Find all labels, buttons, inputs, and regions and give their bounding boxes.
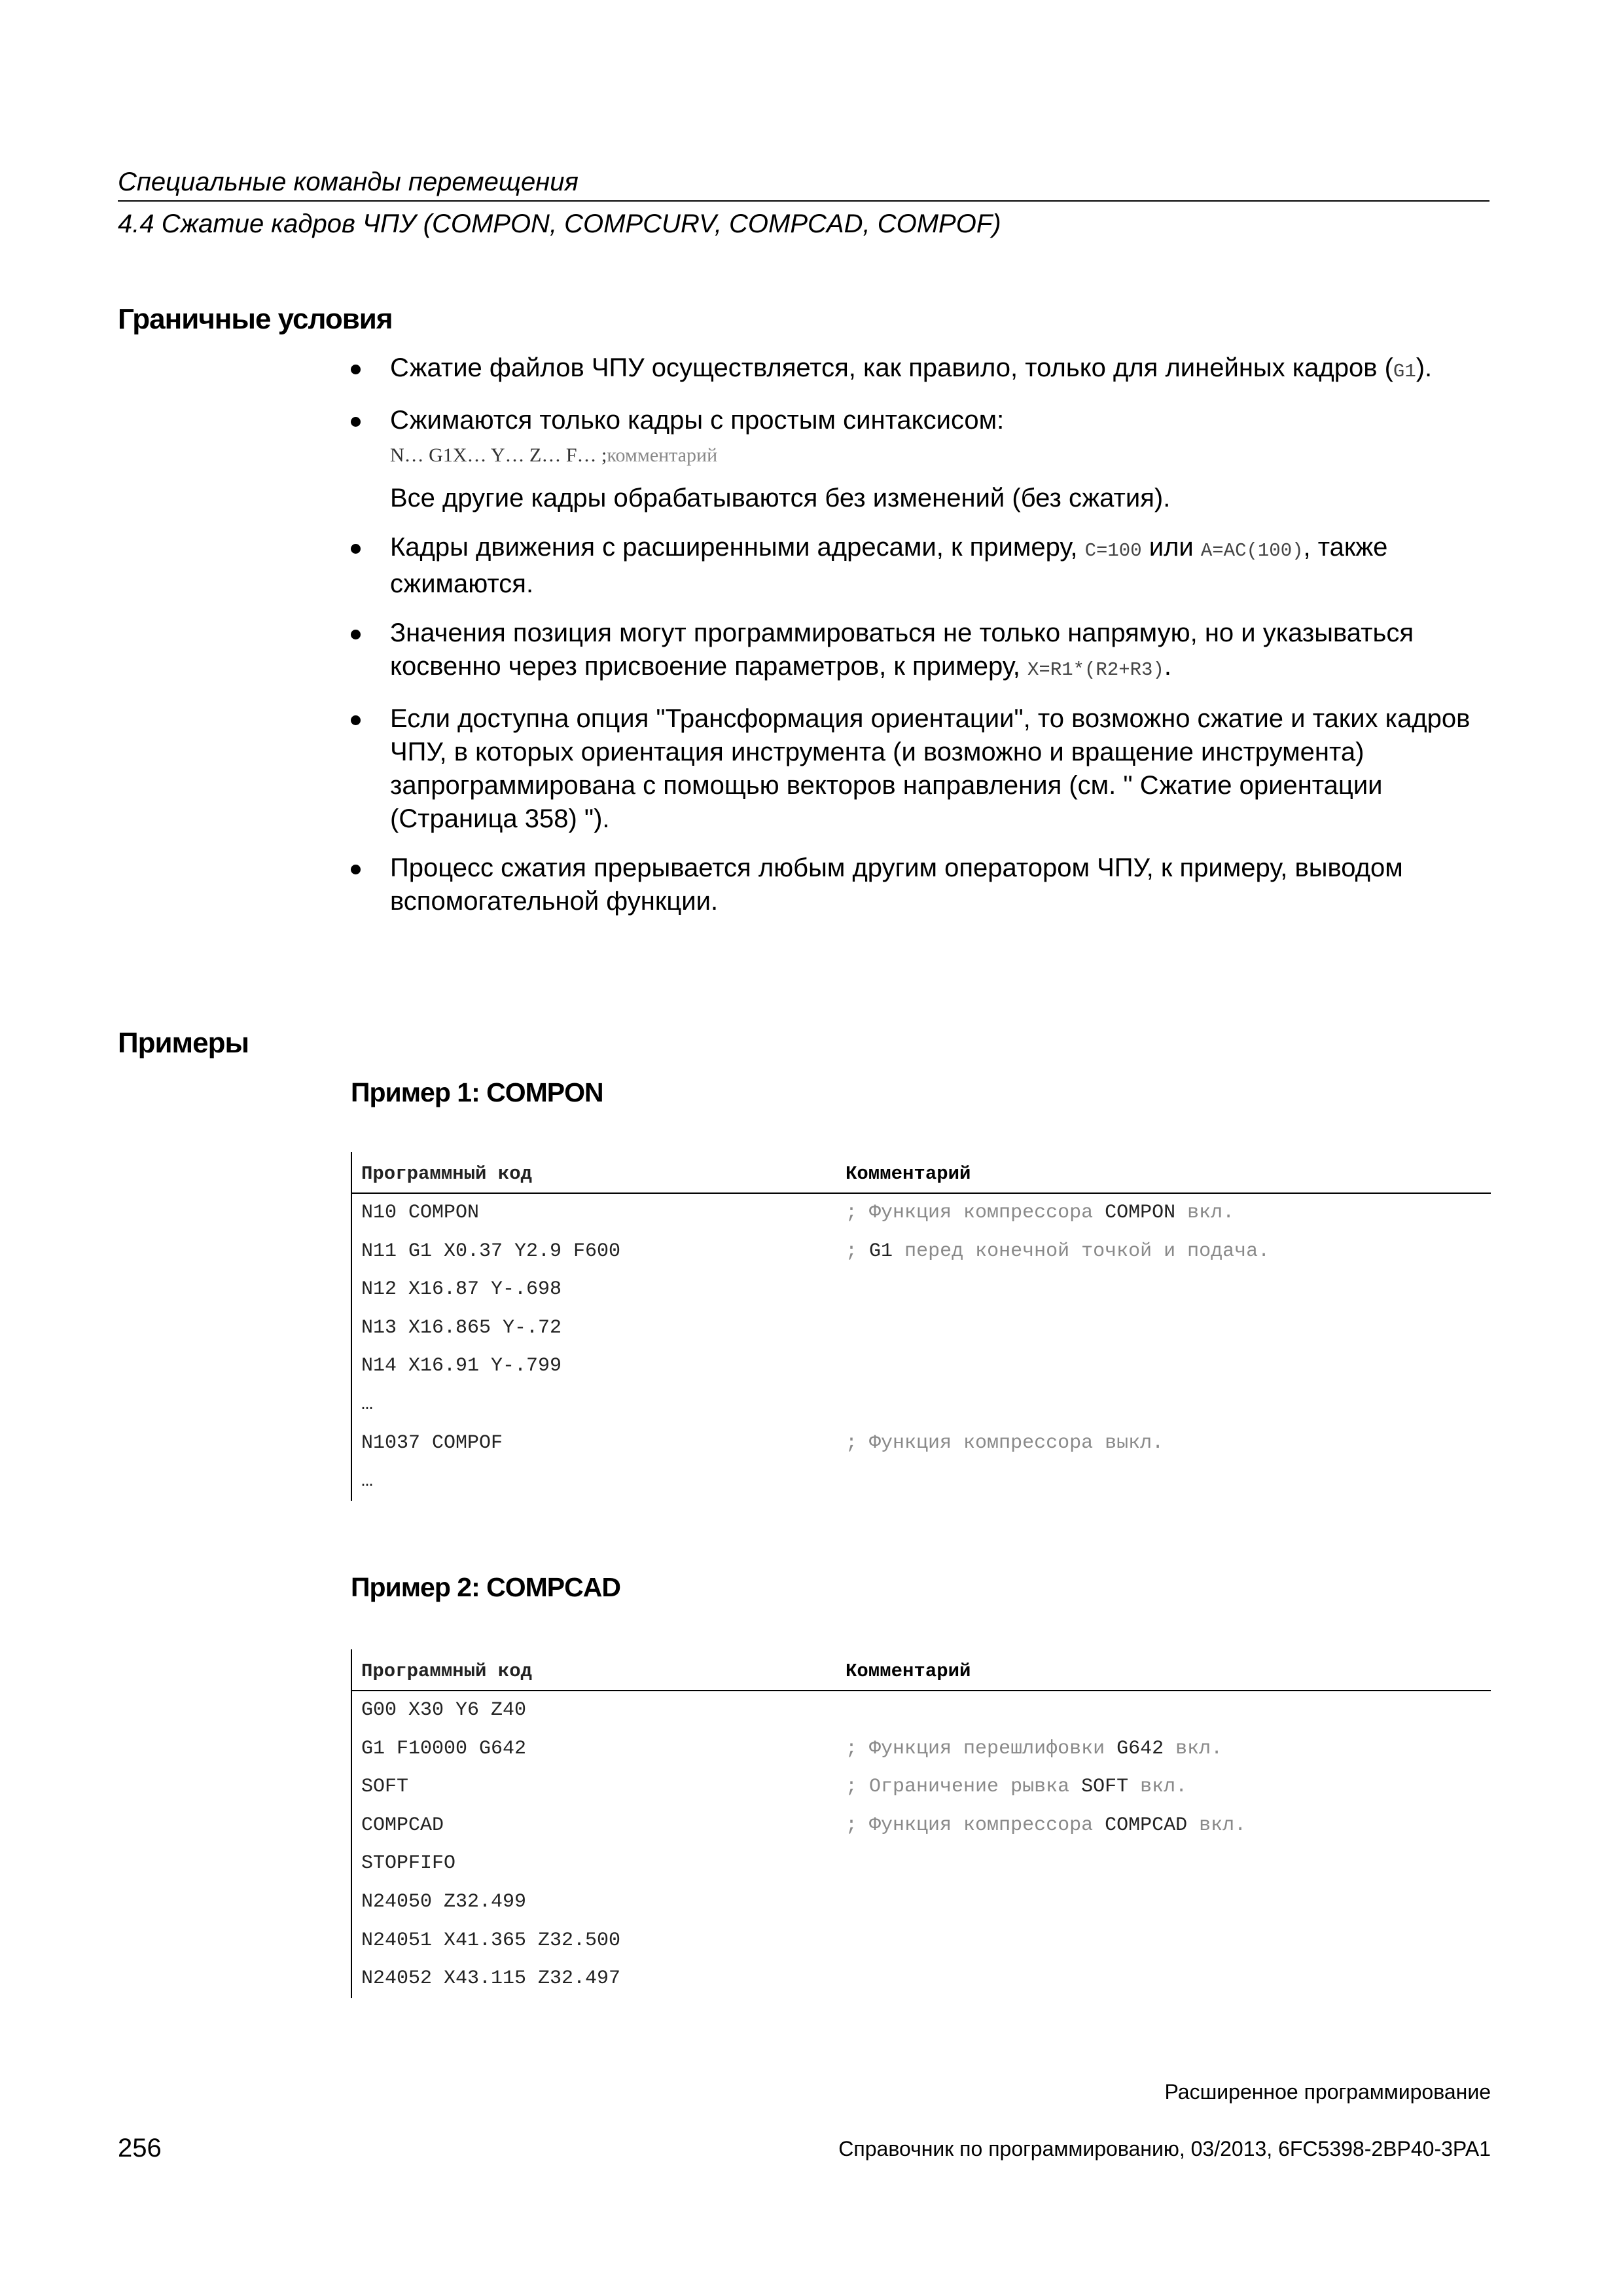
comment-text: ; [846,1814,858,1837]
code-cell: G1 F10000 G642 [361,1737,527,1760]
list-item [351,852,1489,918]
code-cell: SOFT [361,1776,409,1799]
code-cell: STOPFIFO [361,1852,456,1875]
table-row [352,1768,1491,1806]
comment-text: вкл. [1175,1737,1223,1760]
bullet-text: , также сжимаются. [390,533,1388,598]
table-row [352,1347,1491,1386]
comment-text: Ограничение рывка [869,1776,1070,1799]
table-row [352,1270,1491,1309]
column-header-comment: Комментарий [846,1660,971,1682]
table-row [352,1883,1491,1922]
bullet-icon [351,865,361,874]
code-cell: COMPCAD [361,1814,444,1837]
code-cell: N24051 X41.365 Z32.500 [361,1929,621,1952]
comment-text: Функция компрессора выкл. [869,1431,1164,1454]
bullet-text: Значения позиция могут программироваться не только напрямую, но и указываться косвенно через присвоение параметров, к примеру, [390,619,1414,681]
table-row [352,1424,1491,1463]
table-row [352,1922,1491,1960]
table-row [352,1730,1491,1768]
syntax-note: Все другие кадры обрабатываются без изменений (без сжатия). [390,484,1171,512]
inline-code: G1 [1393,361,1416,382]
bullet-text: Кадры движения с расширенными адресами, к примеру, [390,533,1085,562]
code-cell: N11 G1 X0.37 Y2.9 F600 [361,1240,621,1263]
comment-text: ; [846,1737,858,1760]
column-header-code: Программный код [361,1163,533,1185]
code-cell: N24050 Z32.499 [361,1890,527,1913]
comment-text: ; [846,1776,858,1799]
comment-text: ; [846,1240,858,1263]
code-cell: … [361,1470,374,1493]
comment-cell [846,1768,1187,1806]
comment-keyword: G1 [869,1240,893,1263]
code-cell: N13 X16.865 Y-.72 [361,1316,562,1339]
syntax-comment: комментарий [607,444,718,466]
table-row [352,1232,1491,1271]
bullet-icon [351,630,361,639]
comment-text: вкл. [1140,1776,1188,1799]
examples-heading: Примеры [118,1027,249,1059]
inline-code: A=AC(100) [1200,540,1304,562]
code-cell: … [361,1393,374,1416]
list-item [351,404,1489,437]
comment-keyword: COMPON [1105,1202,1176,1224]
list-item [351,531,1489,601]
code-cell: N24052 X43.115 Z32.497 [361,1967,621,1990]
code-cell: N12 X16.87 Y-.698 [361,1278,562,1301]
bullet-text: или [1141,533,1201,562]
bullet-text: Процесс сжатия прерывается любым другим оператором ЧПУ, к примеру, выводом вспомогательной функции. [390,853,1403,916]
column-header-code: Программный код [361,1660,533,1682]
table-row [352,1691,1491,1730]
comment-cell [846,1194,1234,1232]
table-row [352,1844,1491,1883]
inline-code: X=R1*(R2+R3) [1027,659,1164,681]
bullet-text: ). [1416,353,1433,382]
example1-code-table [351,1152,1491,1501]
comment-text: вкл. [1199,1814,1247,1837]
bullet-text: Если доступна опция "Трансформация ориентации", то возможно сжатие и таких кадров ЧПУ, в которых ориентация инструмента (и возможно и вращение инструмента) запрограммирована с помощью векторов направления (см. " Сжатие ориентации (Страница 358) "). [390,704,1471,833]
footer-book-title: Расширенное программирование [1164,2080,1491,2104]
bullet-text: Сжимаются только кадры с простым синтаксисом: [390,406,1005,435]
boundary-list [351,351,1489,934]
comment-text: перед конечной точкой и подача. [904,1240,1270,1263]
comment-cell [846,1730,1222,1768]
chapter-title: Специальные команды перемещения [118,168,579,196]
list-item [351,702,1489,836]
comment-keyword: COMPCAD [1105,1814,1188,1837]
code-cell: N10 COMPON [361,1202,480,1224]
table-row [352,1386,1491,1424]
boundary-heading: Граничные условия [118,303,393,335]
comment-keyword: G642 [1116,1737,1164,1760]
footer-book-reference: Справочник по программированию, 03/2013, 6FC5398-2BP40-3PA1 [838,2137,1491,2161]
comment-text: Функция компрессора [869,1814,1094,1837]
comment-text: Функция перешлифовки [869,1737,1105,1760]
comment-cell [846,1424,1164,1463]
comment-text: ; [846,1202,858,1224]
code-cell: N1037 COMPOF [361,1431,503,1454]
syntax-code: N… G1X… Y… Z… F… ; [390,444,607,466]
section-title: 4.4 Сжатие кадров ЧПУ (COMPON, COMPCURV, COMPCAD, COMPOF) [118,209,1001,238]
page-number: 256 [118,2134,162,2162]
list-item [351,351,1489,388]
comment-keyword: SOFT [1081,1776,1129,1799]
header-divider [118,200,1489,202]
list-item [351,617,1489,687]
bullet-icon [351,715,361,725]
table-row [352,1960,1491,1998]
bullet-text: . [1164,652,1171,681]
table-row [352,1309,1491,1348]
comment-text: вкл. [1187,1202,1235,1224]
comment-cell [846,1806,1246,1845]
code-cell: N14 X16.91 Y-.799 [361,1355,562,1378]
comment-cell [846,1232,1270,1271]
bullet-icon [351,365,361,374]
code-cell: G00 X30 Y6 Z40 [361,1699,527,1721]
comment-text: ; [846,1431,858,1454]
bullet-icon [351,544,361,554]
column-header-comment: Комментарий [846,1163,971,1185]
table-row [352,1194,1491,1232]
example2-title: Пример 2: COMPCAD [351,1572,620,1602]
table-row [352,1806,1491,1845]
syntax-example [351,442,1489,469]
table-header [352,1152,1491,1194]
table-row [352,1462,1491,1501]
table-header [352,1649,1491,1691]
example1-title: Пример 1: COMPON [351,1077,603,1107]
comment-text: Функция компрессора [869,1202,1094,1224]
inline-code: C=100 [1084,540,1142,562]
example2-code-table [351,1649,1491,1998]
bullet-icon [351,417,361,427]
bullet-text: Сжатие файлов ЧПУ осуществляется, как правило, только для линейных кадров ( [390,353,1393,382]
